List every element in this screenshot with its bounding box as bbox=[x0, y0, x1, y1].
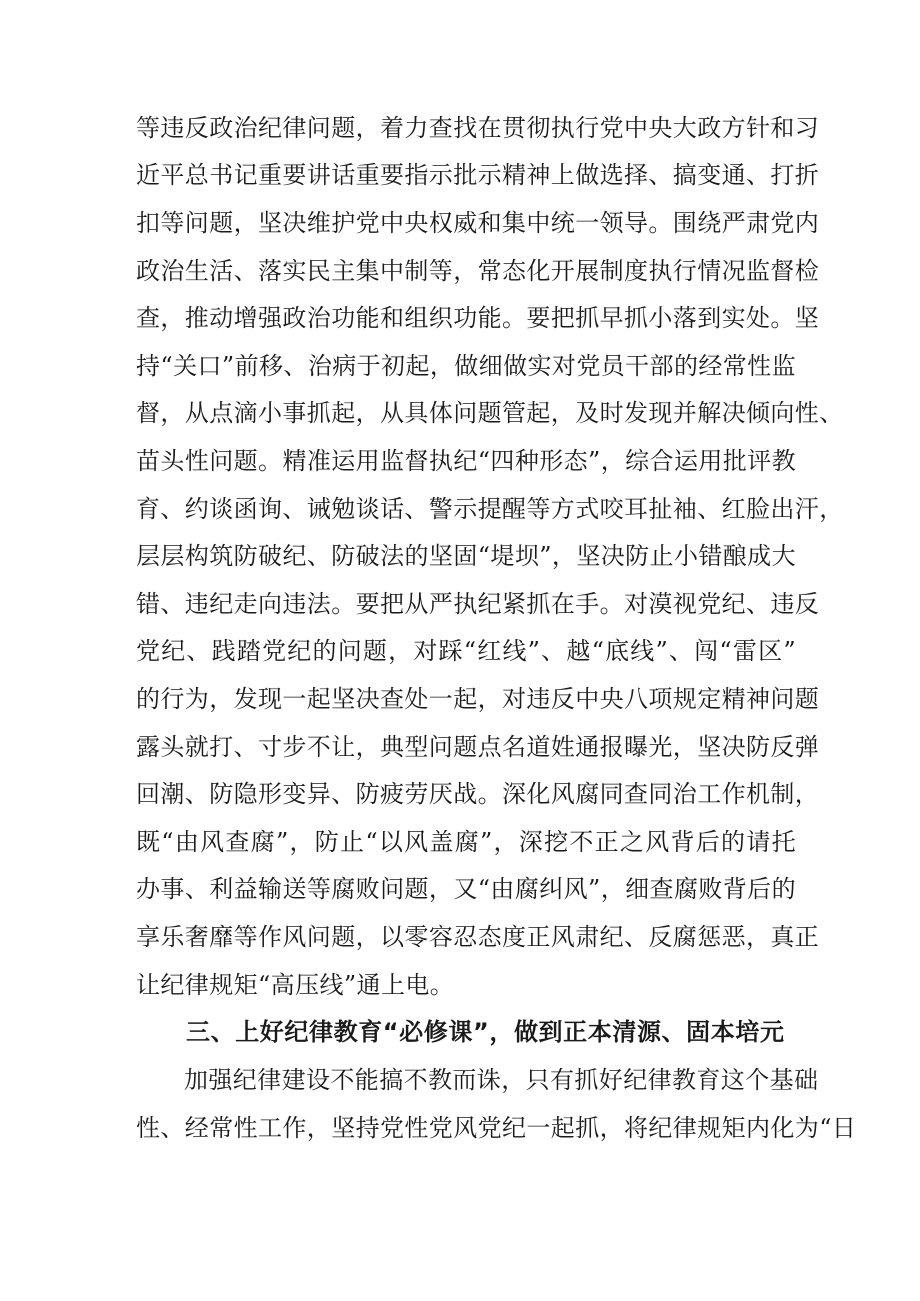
paragraph-line: 扣等问题，坚决维护党中央权威和集中统一领导。围绕严肃党内 bbox=[136, 209, 820, 237]
paragraph-line: 错、违纪走向违法。要把从严执纪紧抓在手。对漠视党纪、违反 bbox=[136, 590, 820, 618]
paragraph-line: 性、经常性工作，坚持党性党风党纪一起抓，将纪律规矩内化为“日 bbox=[136, 1114, 857, 1142]
paragraph-line: 回潮、防隐形变异、防疲劳厌战。深化风腐同查同治工作机制， bbox=[136, 780, 820, 808]
paragraph-line: 苗头性问题。精准运用监督执纪“四种形态”，综合运用批评教 bbox=[136, 447, 796, 475]
paragraph-line: 政治生活、落实民主集中制等，常态化开展制度执行情况监督检 bbox=[136, 257, 820, 285]
paragraph-line: 查，推动增强政治功能和组织功能。要把抓早抓小落到实处。坚 bbox=[136, 304, 820, 332]
paragraph-line: 党纪、践踏党纪的问题，对踩“红线”、越“底线”、闯“雷区” bbox=[136, 637, 796, 665]
paragraph-line: 的行为，发现一起坚决查处一起，对违反中央八项规定精神问题 bbox=[136, 685, 820, 713]
section-heading: 三、上好纪律教育“必修课”，做到正本清源、固本培元 bbox=[186, 1018, 785, 1046]
paragraph-line: 持“关口”前移、治病于初起，做细做实对党员干部的经常性监 bbox=[136, 352, 796, 380]
paragraph-line: 近平总书记重要讲话重要指示批示精神上做选择、搞变通、打折 bbox=[136, 161, 820, 189]
paragraph-line: 露头就打、寸步不让，典型问题点名道姓通报曝光，坚决防反弹 bbox=[136, 733, 820, 761]
paragraph-line: 层层构筑防破纪、防破法的坚固“堤坝”，坚决防止小错酿成大 bbox=[136, 542, 796, 570]
paragraph-line: 既“由风查腐”，防止“以风盖腐”，深挖不正之风背后的请托 bbox=[136, 828, 796, 856]
paragraph-line: 督，从点滴小事抓起，从具体问题管起，及时发现并解决倾向性、 bbox=[136, 399, 844, 427]
paragraph-line: 等违反政治纪律问题，着力查找在贯彻执行党中央大政方针和习 bbox=[136, 114, 820, 142]
paragraph-line: 加强纪律建设不能搞不教而诛，只有抓好纪律教育这个基础 bbox=[184, 1066, 819, 1094]
paragraph-line: 育、约谈函询、诫勉谈话、警示提醒等方式咬耳扯袖、红脸出汗， bbox=[136, 495, 844, 523]
paragraph-line: 办事、利益输送等腐败问题，又“由腐纠风”，细查腐败背后的 bbox=[136, 875, 796, 903]
paragraph-line: 享乐奢靡等作风问题，以零容忍态度正风肃纪、反腐惩恶，真正 bbox=[136, 923, 820, 951]
paragraph-line: 让纪律规矩“高压线”通上电。 bbox=[136, 971, 455, 999]
